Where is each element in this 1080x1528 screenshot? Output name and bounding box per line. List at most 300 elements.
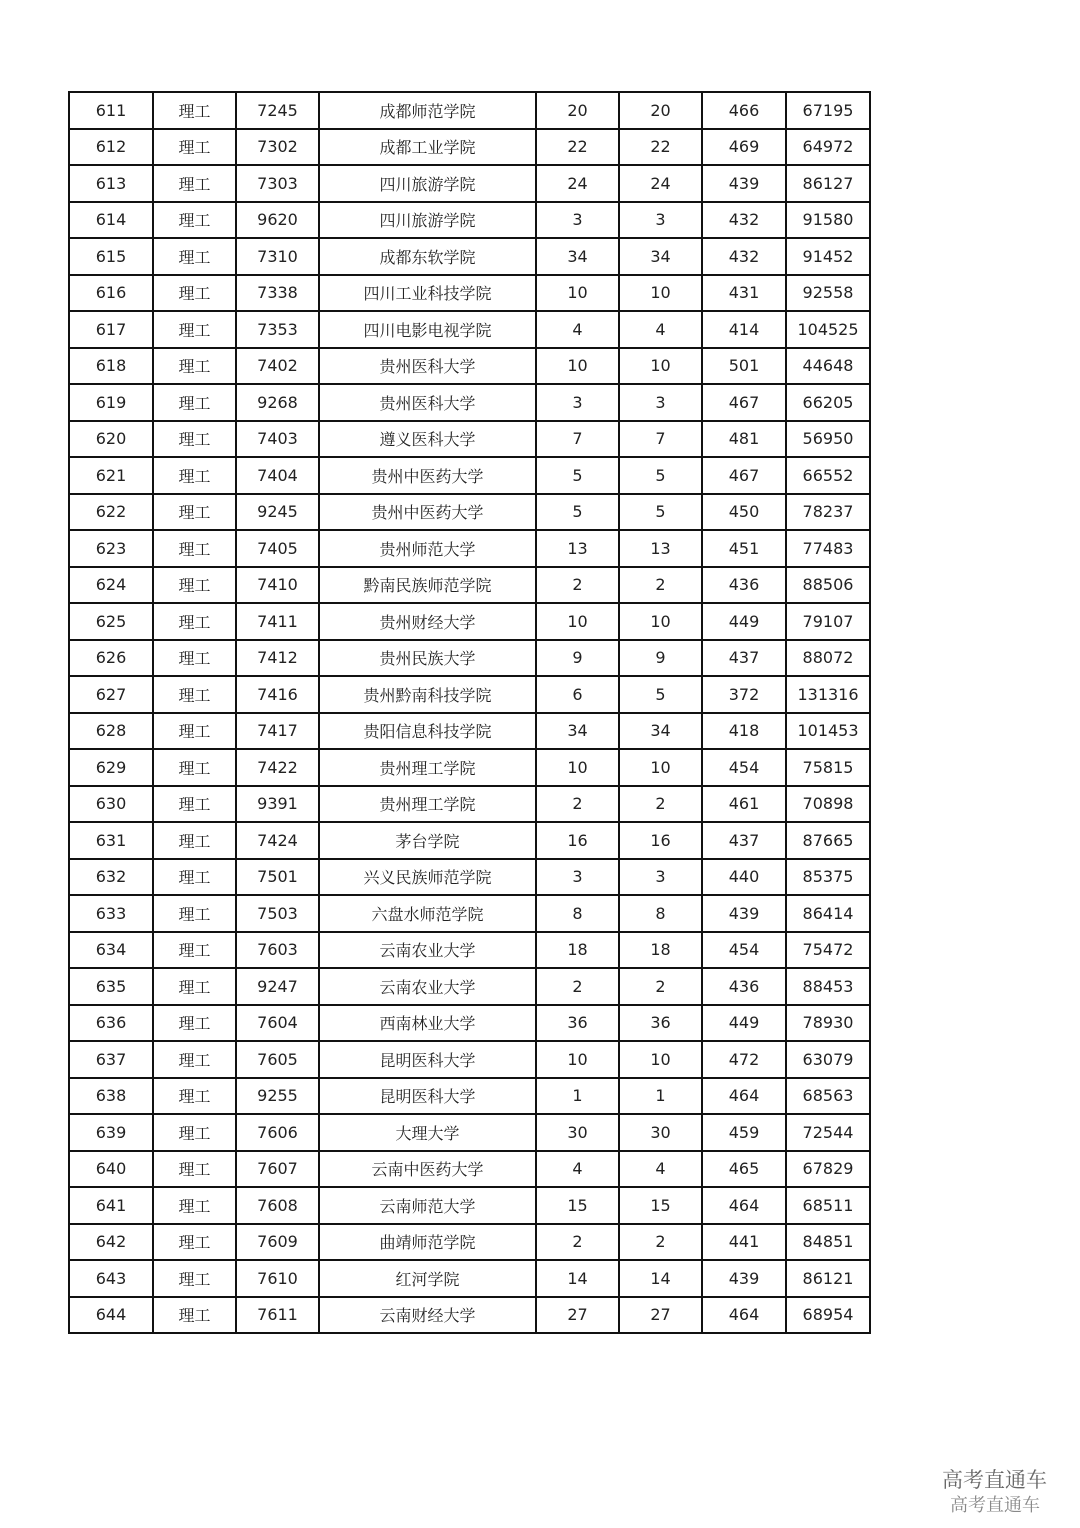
category-cell: 理工 [153,1187,236,1224]
school-name-cell: 成都工业学院 [319,129,536,166]
min-score-cell: 450 [702,494,786,531]
min-score-cell: 466 [702,92,786,129]
category-cell: 理工 [153,713,236,750]
category-cell: 理工 [153,676,236,713]
category-cell: 理工 [153,1078,236,1115]
min-rank-cell: 88453 [786,968,870,1005]
min-score-cell: 469 [702,129,786,166]
plan-count-cell: 34 [536,713,619,750]
min-score-cell: 501 [702,348,786,385]
seq-cell: 635 [69,968,153,1005]
admitted-count-cell: 18 [619,932,702,969]
seq-cell: 622 [69,494,153,531]
min-rank-cell: 64972 [786,129,870,166]
table-row [69,311,870,348]
plan-count-cell: 34 [536,238,619,275]
min-rank-cell: 131316 [786,676,870,713]
plan-count-cell: 36 [536,1005,619,1042]
category-cell: 理工 [153,494,236,531]
table-body [69,92,870,1333]
school-code-cell: 7412 [236,640,319,677]
category-cell: 理工 [153,1224,236,1261]
school-name-cell: 兴义民族师范学院 [319,859,536,896]
min-score-cell: 432 [702,202,786,239]
min-rank-cell: 77483 [786,530,870,567]
table-row [69,1078,870,1115]
seq-cell: 633 [69,895,153,932]
min-rank-cell: 75472 [786,932,870,969]
admitted-count-cell: 13 [619,530,702,567]
school-name-cell: 云南中医药大学 [319,1151,536,1188]
watermark-text: 高考直通车 [942,1468,1047,1492]
admitted-count-cell: 20 [619,92,702,129]
school-name-cell: 四川工业科技学院 [319,275,536,312]
admitted-count-cell: 10 [619,603,702,640]
school-code-cell: 7604 [236,1005,319,1042]
school-code-cell: 7338 [236,275,319,312]
school-name-cell: 云南财经大学 [319,1297,536,1334]
admitted-count-cell: 8 [619,895,702,932]
admitted-count-cell: 10 [619,348,702,385]
school-name-cell: 贵州理工学院 [319,786,536,823]
school-code-cell: 7610 [236,1260,319,1297]
school-name-cell: 大理大学 [319,1114,536,1151]
plan-count-cell: 3 [536,384,619,421]
seq-cell: 634 [69,932,153,969]
min-score-cell: 467 [702,384,786,421]
min-score-cell: 439 [702,165,786,202]
min-score-cell: 464 [702,1078,786,1115]
school-code-cell: 7310 [236,238,319,275]
school-name-cell: 西南林业大学 [319,1005,536,1042]
min-score-cell: 418 [702,713,786,750]
min-rank-cell: 67195 [786,92,870,129]
school-code-cell: 7501 [236,859,319,896]
min-rank-cell: 78930 [786,1005,870,1042]
admitted-count-cell: 9 [619,640,702,677]
table-row [69,202,870,239]
plan-count-cell: 1 [536,1078,619,1115]
seq-cell: 625 [69,603,153,640]
min-rank-cell: 86121 [786,1260,870,1297]
admitted-count-cell: 3 [619,859,702,896]
table-row [69,165,870,202]
admitted-count-cell: 16 [619,822,702,859]
min-score-cell: 464 [702,1187,786,1224]
min-rank-cell: 92558 [786,275,870,312]
category-cell: 理工 [153,421,236,458]
school-code-cell: 7603 [236,932,319,969]
school-code-cell: 7416 [236,676,319,713]
table-row [69,822,870,859]
min-rank-cell: 66205 [786,384,870,421]
min-score-cell: 372 [702,676,786,713]
admitted-count-cell: 22 [619,129,702,166]
school-code-cell: 7422 [236,749,319,786]
admitted-count-cell: 10 [619,749,702,786]
table-row [69,1297,870,1334]
min-rank-cell: 91580 [786,202,870,239]
admitted-count-cell: 1 [619,1078,702,1115]
admitted-count-cell: 34 [619,238,702,275]
school-name-cell: 成都东软学院 [319,238,536,275]
school-name-cell: 茅台学院 [319,822,536,859]
seq-cell: 615 [69,238,153,275]
plan-count-cell: 2 [536,567,619,604]
table-row [69,92,870,129]
category-cell: 理工 [153,1005,236,1042]
plan-count-cell: 27 [536,1297,619,1334]
school-code-cell: 7607 [236,1151,319,1188]
category-cell: 理工 [153,165,236,202]
min-rank-cell: 56950 [786,421,870,458]
school-code-cell: 7503 [236,895,319,932]
admitted-count-cell: 4 [619,311,702,348]
category-cell: 理工 [153,603,236,640]
min-score-cell: 449 [702,603,786,640]
school-code-cell: 7405 [236,530,319,567]
min-rank-cell: 104525 [786,311,870,348]
category-cell: 理工 [153,92,236,129]
school-name-cell: 昆明医科大学 [319,1078,536,1115]
min-rank-cell: 67829 [786,1151,870,1188]
min-score-cell: 472 [702,1041,786,1078]
plan-count-cell: 2 [536,1224,619,1261]
table-row [69,603,870,640]
category-cell: 理工 [153,640,236,677]
plan-count-cell: 3 [536,859,619,896]
min-rank-cell: 86127 [786,165,870,202]
seq-cell: 616 [69,275,153,312]
plan-count-cell: 2 [536,968,619,1005]
seq-cell: 619 [69,384,153,421]
school-code-cell: 7410 [236,567,319,604]
table-row [69,1114,870,1151]
table-row [69,859,870,896]
admitted-count-cell: 14 [619,1260,702,1297]
admitted-count-cell: 3 [619,202,702,239]
seq-cell: 643 [69,1260,153,1297]
seq-cell: 624 [69,567,153,604]
admitted-count-cell: 2 [619,786,702,823]
admitted-count-cell: 36 [619,1005,702,1042]
min-score-cell: 440 [702,859,786,896]
category-cell: 理工 [153,1260,236,1297]
plan-count-cell: 4 [536,311,619,348]
category-cell: 理工 [153,457,236,494]
admitted-count-cell: 10 [619,275,702,312]
min-rank-cell: 87665 [786,822,870,859]
table-row [69,1187,870,1224]
table-row [69,786,870,823]
school-name-cell: 四川电影电视学院 [319,311,536,348]
min-rank-cell: 68511 [786,1187,870,1224]
min-score-cell: 414 [702,311,786,348]
seq-cell: 638 [69,1078,153,1115]
plan-count-cell: 20 [536,92,619,129]
school-code-cell: 7353 [236,311,319,348]
school-code-cell: 9620 [236,202,319,239]
seq-cell: 627 [69,676,153,713]
school-name-cell: 云南农业大学 [319,968,536,1005]
table-row [69,640,870,677]
plan-count-cell: 10 [536,275,619,312]
min-score-cell: 465 [702,1151,786,1188]
min-rank-cell: 88072 [786,640,870,677]
min-rank-cell: 86414 [786,895,870,932]
category-cell: 理工 [153,932,236,969]
category-cell: 理工 [153,749,236,786]
school-code-cell: 9245 [236,494,319,531]
min-rank-cell: 72544 [786,1114,870,1151]
school-name-cell: 贵州中医药大学 [319,494,536,531]
school-name-cell: 昆明医科大学 [319,1041,536,1078]
plan-count-cell: 18 [536,932,619,969]
school-name-cell: 贵州理工学院 [319,749,536,786]
min-rank-cell: 91452 [786,238,870,275]
plan-count-cell: 14 [536,1260,619,1297]
category-cell: 理工 [153,1297,236,1334]
admitted-count-cell: 30 [619,1114,702,1151]
min-rank-cell: 44648 [786,348,870,385]
admitted-count-cell: 34 [619,713,702,750]
min-rank-cell: 68954 [786,1297,870,1334]
min-rank-cell: 101453 [786,713,870,750]
school-name-cell: 贵州师范大学 [319,530,536,567]
table-row [69,895,870,932]
school-name-cell: 云南农业大学 [319,932,536,969]
table-row [69,238,870,275]
plan-count-cell: 10 [536,348,619,385]
category-cell: 理工 [153,311,236,348]
school-name-cell: 成都师范学院 [319,92,536,129]
plan-count-cell: 7 [536,421,619,458]
min-score-cell: 441 [702,1224,786,1261]
seq-cell: 630 [69,786,153,823]
school-code-cell: 7403 [236,421,319,458]
category-cell: 理工 [153,348,236,385]
category-cell: 理工 [153,567,236,604]
school-code-cell: 9247 [236,968,319,1005]
plan-count-cell: 3 [536,202,619,239]
category-cell: 理工 [153,384,236,421]
table-row [69,275,870,312]
plan-count-cell: 4 [536,1151,619,1188]
seq-cell: 621 [69,457,153,494]
min-score-cell: 439 [702,895,786,932]
seq-cell: 632 [69,859,153,896]
min-score-cell: 449 [702,1005,786,1042]
plan-count-cell: 10 [536,603,619,640]
plan-count-cell: 10 [536,1041,619,1078]
table-row [69,421,870,458]
min-rank-cell: 63079 [786,1041,870,1078]
school-code-cell: 7424 [236,822,319,859]
school-code-cell: 7245 [236,92,319,129]
category-cell: 理工 [153,1151,236,1188]
category-cell: 理工 [153,238,236,275]
min-rank-cell: 75815 [786,749,870,786]
min-rank-cell: 66552 [786,457,870,494]
plan-count-cell: 8 [536,895,619,932]
admitted-count-cell: 2 [619,1224,702,1261]
category-cell: 理工 [153,202,236,239]
school-name-cell: 四川旅游学院 [319,202,536,239]
seq-cell: 642 [69,1224,153,1261]
admitted-count-cell: 2 [619,567,702,604]
school-code-cell: 7404 [236,457,319,494]
admitted-count-cell: 24 [619,165,702,202]
category-cell: 理工 [153,968,236,1005]
table-row [69,968,870,1005]
table-row [69,1041,870,1078]
seq-cell: 623 [69,530,153,567]
school-name-cell: 贵州财经大学 [319,603,536,640]
school-name-cell: 贵州民族大学 [319,640,536,677]
min-score-cell: 431 [702,275,786,312]
school-name-cell: 曲靖师范学院 [319,1224,536,1261]
seq-cell: 637 [69,1041,153,1078]
seq-cell: 636 [69,1005,153,1042]
seq-cell: 611 [69,92,153,129]
min-rank-cell: 85375 [786,859,870,896]
seq-cell: 626 [69,640,153,677]
plan-count-cell: 13 [536,530,619,567]
table-row [69,384,870,421]
admitted-count-cell: 15 [619,1187,702,1224]
min-score-cell: 461 [702,786,786,823]
admission-table [68,91,871,1334]
table-row [69,129,870,166]
min-score-cell: 432 [702,238,786,275]
admitted-count-cell: 7 [619,421,702,458]
min-score-cell: 451 [702,530,786,567]
school-name-cell: 云南师范大学 [319,1187,536,1224]
school-code-cell: 9391 [236,786,319,823]
school-code-cell: 7303 [236,165,319,202]
seq-cell: 629 [69,749,153,786]
school-name-cell: 贵州医科大学 [319,384,536,421]
category-cell: 理工 [153,1041,236,1078]
admitted-count-cell: 4 [619,1151,702,1188]
school-name-cell: 贵州中医药大学 [319,457,536,494]
plan-count-cell: 22 [536,129,619,166]
school-name-cell: 红河学院 [319,1260,536,1297]
plan-count-cell: 5 [536,457,619,494]
seq-cell: 614 [69,202,153,239]
seq-cell: 631 [69,822,153,859]
table-row [69,1260,870,1297]
table-row [69,567,870,604]
table-row [69,457,870,494]
category-cell: 理工 [153,859,236,896]
plan-count-cell: 9 [536,640,619,677]
min-rank-cell: 70898 [786,786,870,823]
school-code-cell: 7402 [236,348,319,385]
min-rank-cell: 68563 [786,1078,870,1115]
seq-cell: 617 [69,311,153,348]
admitted-count-cell: 5 [619,457,702,494]
category-cell: 理工 [153,530,236,567]
school-name-cell: 四川旅游学院 [319,165,536,202]
school-code-cell: 7302 [236,129,319,166]
table-row [69,932,870,969]
category-cell: 理工 [153,1114,236,1151]
school-name-cell: 六盘水师范学院 [319,895,536,932]
table-row [69,676,870,713]
table-row [69,1005,870,1042]
seq-cell: 640 [69,1151,153,1188]
watermark [942,1470,1072,1522]
school-code-cell: 7608 [236,1187,319,1224]
min-score-cell: 436 [702,567,786,604]
admitted-count-cell: 3 [619,384,702,421]
plan-count-cell: 24 [536,165,619,202]
category-cell: 理工 [153,129,236,166]
category-cell: 理工 [153,895,236,932]
plan-count-cell: 30 [536,1114,619,1151]
school-name-cell: 贵阳信息科技学院 [319,713,536,750]
watermark-text-shadow: 高考直通车 [950,1495,1040,1516]
table-row [69,1151,870,1188]
min-score-cell: 437 [702,640,786,677]
school-name-cell: 贵州黔南科技学院 [319,676,536,713]
admitted-count-cell: 2 [619,968,702,1005]
min-rank-cell: 79107 [786,603,870,640]
school-code-cell: 7605 [236,1041,319,1078]
min-score-cell: 436 [702,968,786,1005]
school-name-cell: 贵州医科大学 [319,348,536,385]
school-code-cell: 7611 [236,1297,319,1334]
plan-count-cell: 5 [536,494,619,531]
min-score-cell: 459 [702,1114,786,1151]
min-score-cell: 454 [702,749,786,786]
seq-cell: 618 [69,348,153,385]
seq-cell: 641 [69,1187,153,1224]
table-row [69,494,870,531]
admitted-count-cell: 27 [619,1297,702,1334]
seq-cell: 644 [69,1297,153,1334]
school-code-cell: 9268 [236,384,319,421]
min-score-cell: 464 [702,1297,786,1334]
school-name-cell: 黔南民族师范学院 [319,567,536,604]
seq-cell: 613 [69,165,153,202]
min-score-cell: 467 [702,457,786,494]
table-row [69,348,870,385]
min-rank-cell: 88506 [786,567,870,604]
school-code-cell: 7411 [236,603,319,640]
table-row [69,749,870,786]
min-rank-cell: 78237 [786,494,870,531]
min-rank-cell: 84851 [786,1224,870,1261]
table-row [69,1224,870,1261]
school-name-cell: 遵义医科大学 [319,421,536,458]
plan-count-cell: 15 [536,1187,619,1224]
min-score-cell: 481 [702,421,786,458]
seq-cell: 620 [69,421,153,458]
school-code-cell: 9255 [236,1078,319,1115]
min-score-cell: 437 [702,822,786,859]
category-cell: 理工 [153,822,236,859]
admitted-count-cell: 5 [619,494,702,531]
seq-cell: 628 [69,713,153,750]
table-row [69,713,870,750]
plan-count-cell: 2 [536,786,619,823]
school-code-cell: 7606 [236,1114,319,1151]
seq-cell: 612 [69,129,153,166]
plan-count-cell: 16 [536,822,619,859]
school-code-cell: 7417 [236,713,319,750]
